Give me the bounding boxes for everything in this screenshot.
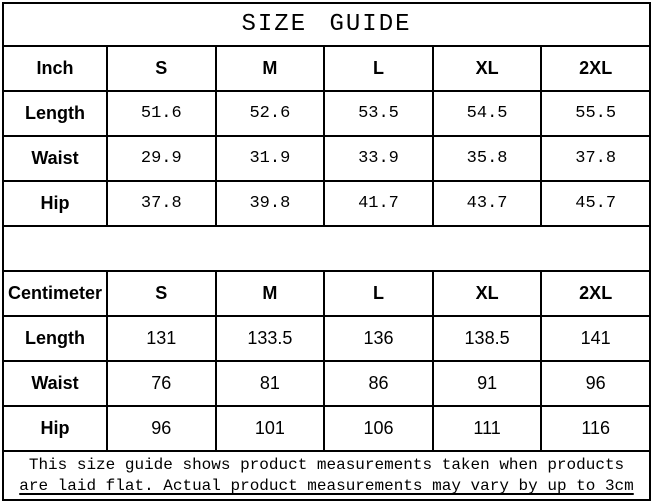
measurement-cell: 101 — [216, 406, 325, 451]
measurement-cell: 136 — [324, 316, 433, 361]
measurement-cell: 96 — [541, 361, 650, 406]
measurement-cell: 39.8 — [216, 181, 325, 226]
measurement-cell: 76 — [107, 361, 216, 406]
spacer-row — [3, 226, 650, 271]
measurement-cell: 55.5 — [541, 91, 650, 136]
measurement-cell: 106 — [324, 406, 433, 451]
measurement-cell: 53.5 — [324, 91, 433, 136]
footer-note — [3, 451, 650, 500]
unit-header-centimeter: Centimeter — [3, 271, 107, 316]
size-header-xl: XL — [433, 271, 542, 316]
row-label-length: Length — [3, 316, 107, 361]
table-row-inch-hip — [3, 181, 650, 226]
row-label-waist: Waist — [3, 136, 107, 181]
size-guide-table — [2, 2, 651, 501]
measurement-cell: 91 — [433, 361, 542, 406]
cm-header-row — [3, 271, 650, 316]
size-header-2xl: 2XL — [541, 271, 650, 316]
measurement-cell: 43.7 — [433, 181, 542, 226]
measurement-cell: 141 — [541, 316, 650, 361]
size-header-l: L — [324, 271, 433, 316]
measurement-cell: 81 — [216, 361, 325, 406]
measurement-cell: 52.6 — [216, 91, 325, 136]
page-title: SIZE GUIDE — [3, 3, 650, 46]
unit-header-inch: Inch — [3, 46, 107, 91]
measurement-cell: 41.7 — [324, 181, 433, 226]
footer-note-line2: are laid flat. Actual product measurements may vary by up to 3cm — [19, 477, 634, 495]
title-row — [3, 3, 650, 46]
measurement-cell: 51.6 — [107, 91, 216, 136]
size-header-s: S — [107, 271, 216, 316]
row-label-hip: Hip — [3, 181, 107, 226]
size-header-xl: XL — [433, 46, 542, 91]
empty-cell — [3, 226, 650, 271]
measurement-cell: 31.9 — [216, 136, 325, 181]
table-row-cm-waist — [3, 361, 650, 406]
measurement-cell: 37.8 — [541, 136, 650, 181]
measurement-cell: 33.9 — [324, 136, 433, 181]
size-header-m: M — [216, 46, 325, 91]
measurement-cell: 45.7 — [541, 181, 650, 226]
measurement-cell: 86 — [324, 361, 433, 406]
size-header-s: S — [107, 46, 216, 91]
table-row-inch-length — [3, 91, 650, 136]
footer-row — [3, 451, 650, 500]
table-row-cm-length — [3, 316, 650, 361]
footer-note-line1: This size guide shows product measurements taken when products — [28, 456, 625, 474]
size-header-2xl: 2XL — [541, 46, 650, 91]
measurement-cell: 96 — [107, 406, 216, 451]
measurement-cell: 138.5 — [433, 316, 542, 361]
size-header-m: M — [216, 271, 325, 316]
inch-header-row — [3, 46, 650, 91]
row-label-length: Length — [3, 91, 107, 136]
table-row-inch-waist — [3, 136, 650, 181]
measurement-cell: 131 — [107, 316, 216, 361]
measurement-cell: 35.8 — [433, 136, 542, 181]
measurement-cell: 116 — [541, 406, 650, 451]
measurement-cell: 111 — [433, 406, 542, 451]
measurement-cell: 29.9 — [107, 136, 216, 181]
measurement-cell: 54.5 — [433, 91, 542, 136]
row-label-hip: Hip — [3, 406, 107, 451]
measurement-cell: 133.5 — [216, 316, 325, 361]
size-header-l: L — [324, 46, 433, 91]
table-row-cm-hip — [3, 406, 650, 451]
measurement-cell: 37.8 — [107, 181, 216, 226]
row-label-waist: Waist — [3, 361, 107, 406]
